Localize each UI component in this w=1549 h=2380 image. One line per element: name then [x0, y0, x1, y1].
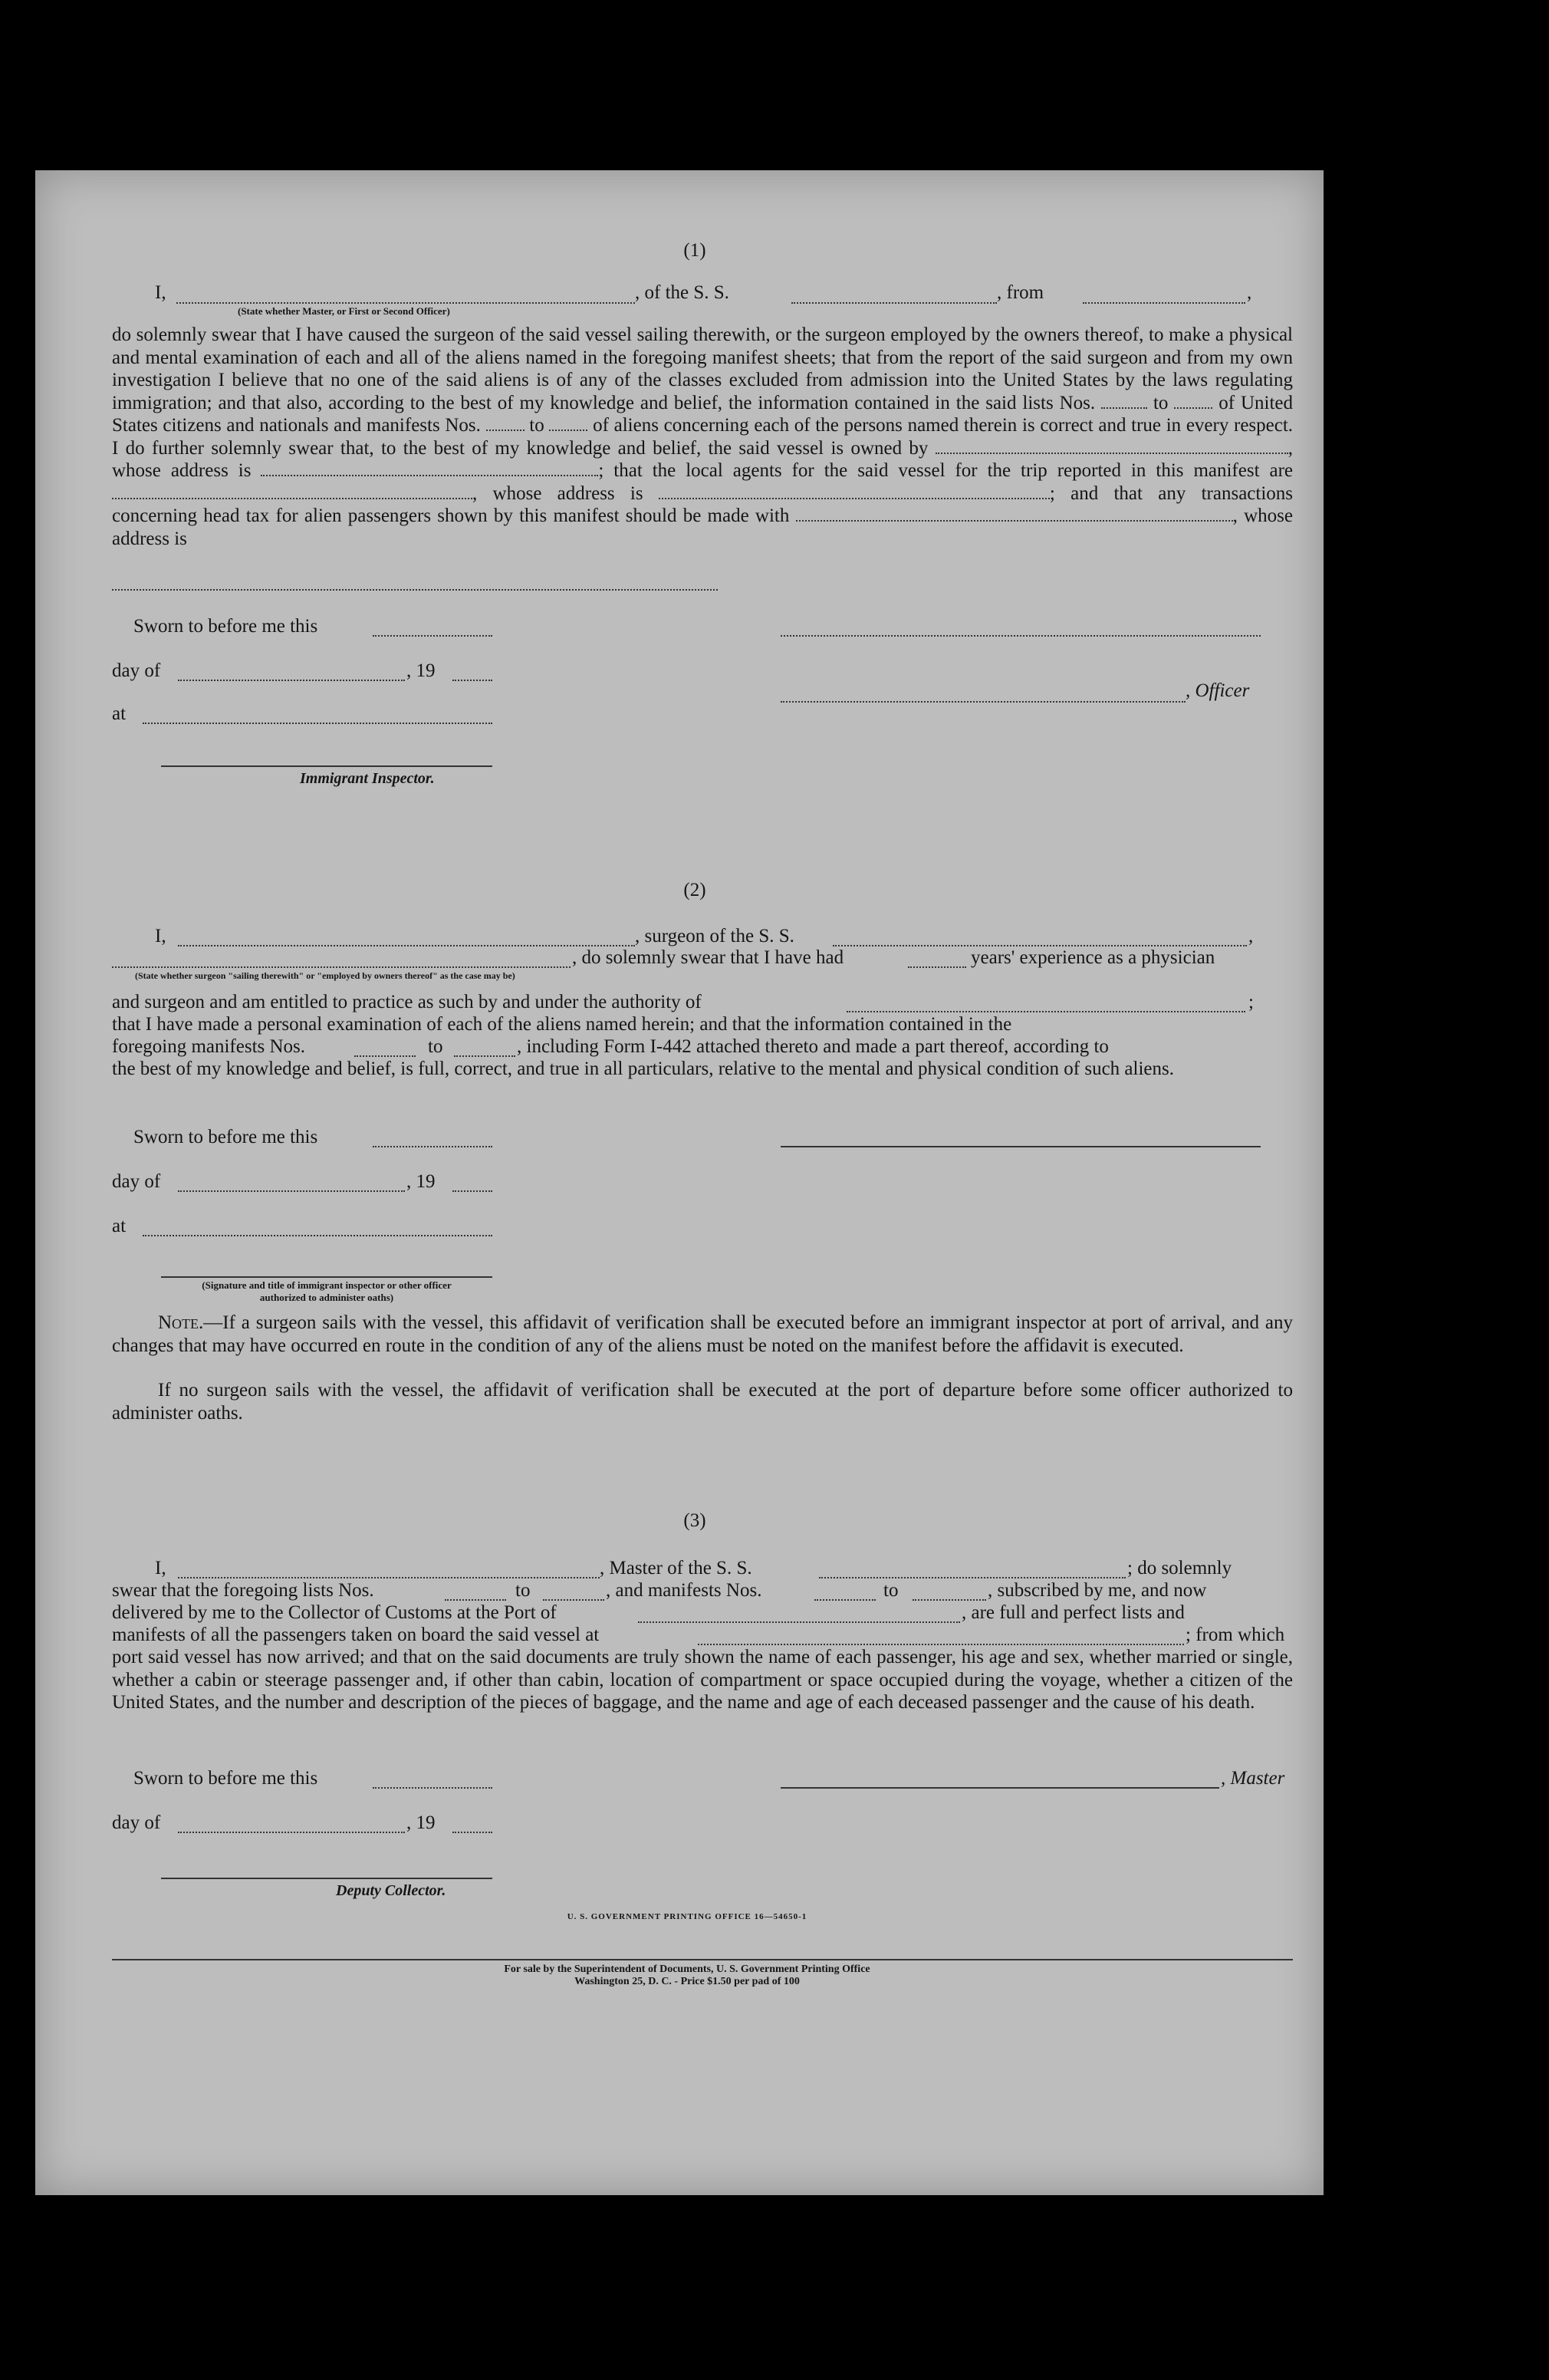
sworn-label: Sworn to before me this [133, 616, 318, 637]
address-continuation-field[interactable] [112, 589, 718, 591]
at-label: at [112, 1216, 127, 1236]
sworn-date-field[interactable] [373, 1146, 492, 1147]
surgeon-name-field[interactable] [178, 945, 635, 946]
master-name-field[interactable] [178, 1577, 600, 1578]
binder-hole [1327, 1944, 1365, 1988]
oath-body: do solemnly swear that I have caused the surgeon of the said vessel sailing therewith, or the surgeon employed by the owners thereof, to make a physical and mental examination of each and all of the aliens named in the foregoing manifest sheets; that from the report of the said surgeon and from my own investigation I believe that no one of the said aliens is of any of the classes excluded from admission into the United States by the laws regulating immigration; and that also, according to the best of my knowledge and belief, the information contained in the said lists Nos. to of United States citizens and nationals and manifests Nos. to of aliens concerning each of the persons named therein is correct and true in every respect. I do further solemnly swear that, to the best of my knowledge and belief, the said vessel is owned by , whose address is ; that the local agents for the said vessel for the trip reported in this manifest are , whose address is ; and that any transactions concerning head tax for alien passengers shown by this manifest should be made with , whose address is [112, 324, 1294, 549]
delivered-label: delivered by me to the Collector of Customs at the Port of [112, 1602, 557, 1623]
master-vessel-field[interactable] [819, 1577, 1126, 1578]
to-label: to [883, 1580, 899, 1601]
master-label: , Master [1221, 1768, 1285, 1789]
officer-label: , Officer [1186, 680, 1250, 701]
line-end-comma: , [1247, 282, 1252, 303]
master-of-label: , Master of the S. S. [600, 1558, 752, 1578]
sale-notice-line-1: For sale by the Superintendent of Documents, U. S. Government Printing Office [504, 1964, 870, 1975]
master-oath-intro: I, [155, 1558, 166, 1578]
month-field[interactable] [178, 680, 405, 681]
month-field[interactable] [178, 1190, 405, 1192]
month-field[interactable] [178, 1832, 405, 1833]
binder-hole [1327, 1505, 1365, 1549]
entitled-text: and surgeon and am entitled to practice as such by and under the authority of [112, 992, 702, 1012]
foregoing-label: foregoing manifests Nos. [112, 1036, 306, 1057]
gpo-imprint: U. S. GOVERNMENT PRINTING OFFICE 16—54650-1 [567, 1912, 807, 1921]
of-ss-label: , of the S. S. [635, 282, 729, 303]
binder-hole [1327, 2095, 1365, 2140]
deputy-label: Deputy Collector. [336, 1882, 446, 1899]
officer-signature-line[interactable] [161, 1276, 492, 1278]
officer-signature-line-1[interactable] [781, 635, 1261, 637]
year-field[interactable] [452, 680, 492, 681]
surgeon-status-field[interactable] [112, 966, 571, 968]
no-surgeon-paragraph: If no surgeon sails with the vessel, the affidavit of verification shall be executed at the port of departure before some officer authorized to administer oaths. [112, 1380, 1293, 1424]
including-form-text: , including Form I-442 attached thereto and made a part thereof, according to [517, 1036, 1109, 1057]
form-page [35, 170, 1324, 2195]
sworn-label: Sworn to before me this [133, 1768, 318, 1789]
year-label: , 19 [406, 1171, 436, 1192]
year-label: , 19 [406, 660, 436, 681]
sale-notice-line-2: Washington 25, D. C. - Price $1.50 per pad of 100 [574, 1976, 800, 1987]
examination-text: that I have made a personal examination of each of the aliens named herein; and that the information contained in the [112, 1014, 1012, 1035]
signature-note: (Signature and title of immigrant inspector or other officer authorized to administer oaths) [202, 1279, 452, 1303]
note-label: Note. [158, 1312, 204, 1333]
day-of-label: day of [112, 1171, 161, 1192]
full-perfect-label: , are full and perfect lists and [962, 1602, 1185, 1623]
swear-lists-label: swear that the foregoing lists Nos. [112, 1580, 374, 1601]
section-2-number: (2) [683, 880, 706, 900]
line-end-comma: , [1248, 926, 1254, 946]
place-field[interactable] [143, 723, 492, 724]
surgeon-signature-line[interactable] [781, 1146, 1261, 1147]
do-solemnly-label: ; do solemnly [1127, 1558, 1232, 1578]
binder-hole [1327, 701, 1365, 746]
from-port-field[interactable] [1083, 302, 1245, 304]
day-of-label: day of [112, 1812, 161, 1833]
rank-note: (State whether Master, or First or Second Officer) [238, 305, 450, 317]
year-field[interactable] [452, 1832, 492, 1833]
sworn-date-field[interactable] [373, 1787, 492, 1789]
binder-hole [1327, 1689, 1365, 1733]
sworn-label: Sworn to before me this [133, 1127, 318, 1147]
binder-hole [1327, 830, 1365, 874]
year-label: , 19 [406, 1812, 436, 1833]
vessel-name-field[interactable] [791, 302, 997, 304]
boarding-port-field[interactable] [698, 1644, 1184, 1645]
lists-to-field[interactable] [543, 1599, 604, 1601]
sworn-date-field[interactable] [373, 635, 492, 637]
manifests-from-field[interactable] [814, 1599, 876, 1601]
master-signature-line[interactable] [781, 1787, 1219, 1789]
surgeon-status-note: (State whether surgeon "sailing therewith" or "employed by owners thereof" as the case may be) [135, 970, 515, 981]
note-paragraph: Note.—If a surgeon sails with the vessel, this affidavit of verification shall be executed before an immigrant inspector at port of arrival, and any changes that may have occurred en route in the condition of any of the aliens must be noted on the manifest before the affidavit is executed. [112, 1312, 1293, 1356]
from-which-label: ; from which [1186, 1625, 1285, 1645]
condition-text: the best of my knowledge and belief, is full, correct, and true in all particulars, relative to the mental and physical condition of such aliens. [112, 1058, 1174, 1079]
officer-signature-line-2[interactable] [781, 701, 1186, 703]
inspector-label: Immigrant Inspector. [300, 770, 435, 787]
binder-hole [1327, 348, 1365, 393]
place-field[interactable] [143, 1235, 492, 1236]
authority-field[interactable] [847, 1011, 1245, 1012]
semicolon: ; [1248, 992, 1254, 1012]
do-solemnly-label: , do solemnly swear that I have had [572, 947, 844, 968]
subscribed-label: , subscribed by me, and now [988, 1580, 1207, 1601]
surgeon-oath-intro: I, [155, 926, 166, 946]
officer-rank-field[interactable] [176, 302, 635, 304]
to-label: to [515, 1580, 531, 1601]
manifest-to-field[interactable] [454, 1055, 515, 1057]
binder-hole [1327, 624, 1365, 669]
day-of-label: day of [112, 660, 161, 681]
years-exp-label: years' experience as a physician [971, 947, 1215, 968]
binder-hole [1327, 233, 1365, 278]
customs-port-field[interactable] [638, 1621, 960, 1623]
manifest-from-field[interactable] [354, 1055, 416, 1057]
year-field[interactable] [452, 1190, 492, 1192]
manifests-to-field[interactable] [913, 1599, 986, 1601]
at-label: at [112, 703, 127, 724]
to-label: to [428, 1036, 443, 1057]
lists-from-field[interactable] [445, 1599, 506, 1601]
manifests-of-label: manifests of all the passengers taken on board the said vessel at [112, 1625, 600, 1645]
section-1-number: (1) [683, 240, 706, 261]
and-manifests-label: , and manifests Nos. [606, 1580, 762, 1601]
from-label: , from [997, 282, 1044, 303]
years-experience-field[interactable] [908, 966, 966, 968]
surgeon-of-label: , surgeon of the S. S. [635, 926, 794, 946]
master-body-text: port said vessel has now arrived; and that on the said documents are truly shown the name of each passenger, his age and sex, whether married or single, whether a cabin or steerage passenger and, if other than cabin, location of compartment or space occupied during the voyage, whether a citizen of the United States, and the number and description of the pieces of baggage, and the name and age of each deceased passenger and the cause of his death. [112, 1647, 1293, 1713]
footer-rule [112, 1959, 1293, 1960]
oath-intro: I, [155, 282, 166, 303]
section-3-number: (3) [683, 1510, 706, 1531]
